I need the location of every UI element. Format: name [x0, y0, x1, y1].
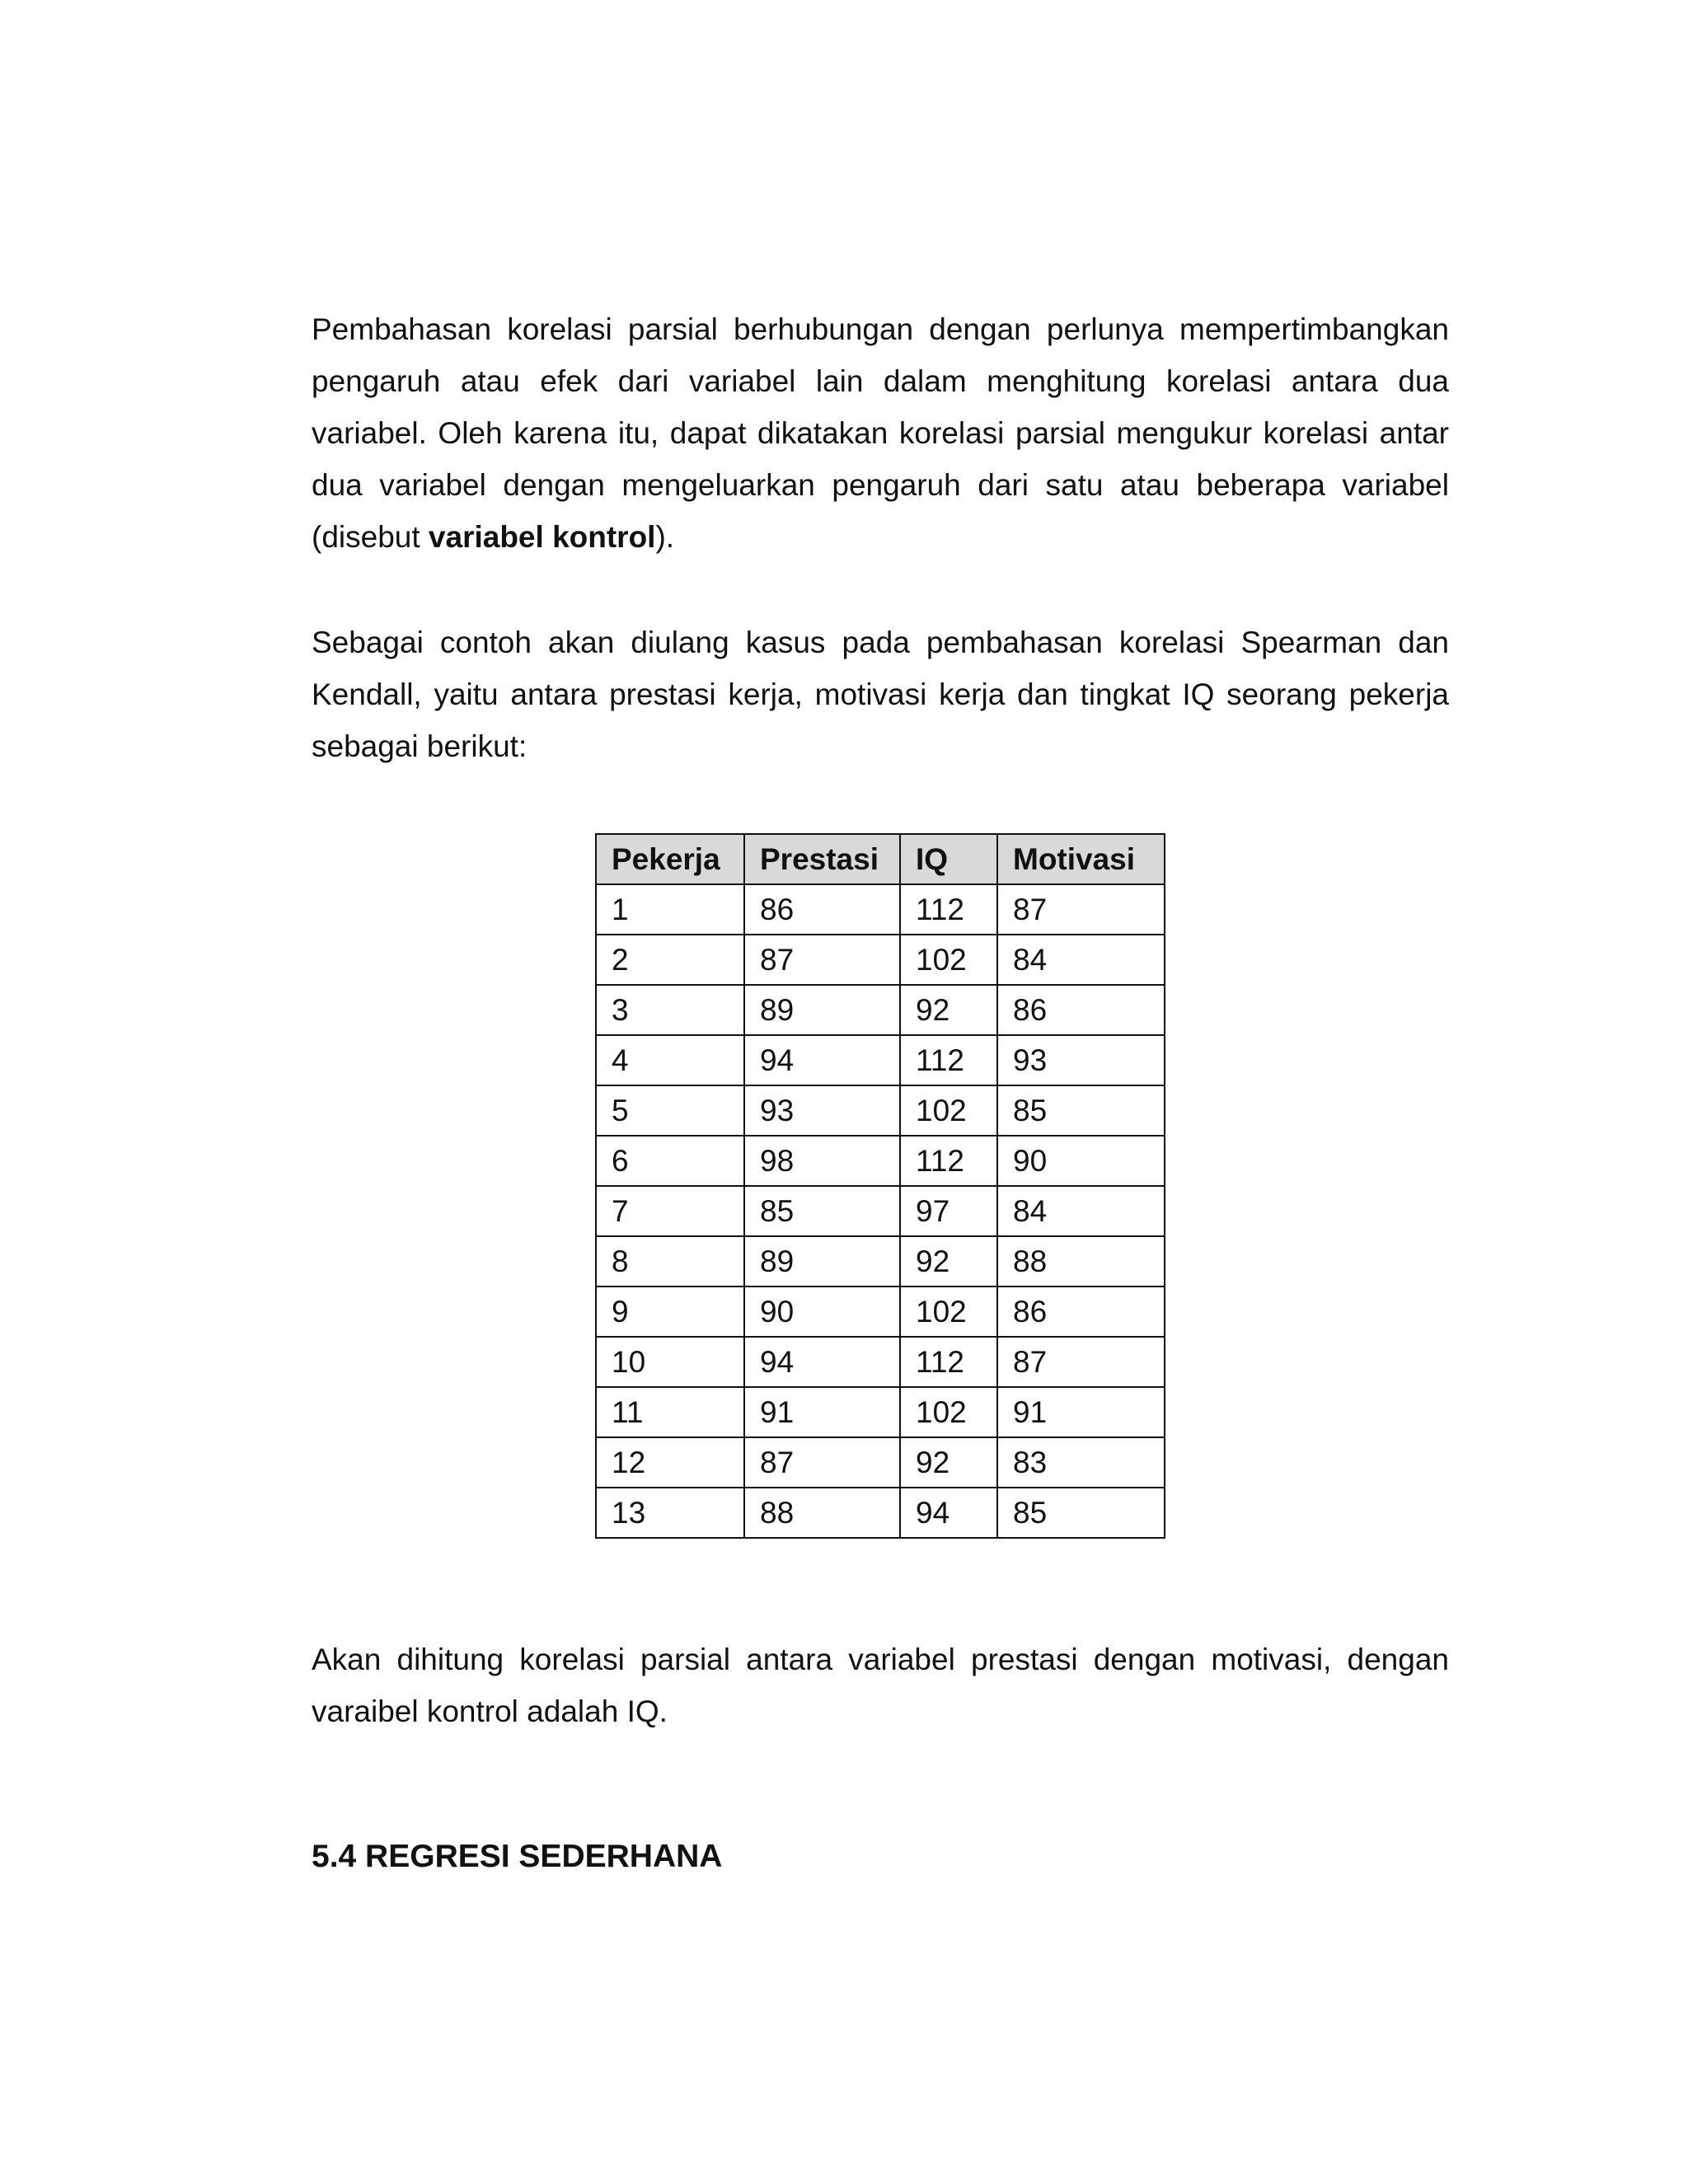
cell-motivasi: 84 — [997, 1186, 1165, 1236]
cell-pekerja: 2 — [596, 935, 744, 985]
cell-pekerja: 7 — [596, 1186, 744, 1236]
cell-prestasi: 88 — [744, 1488, 900, 1538]
cell-pekerja: 4 — [596, 1035, 744, 1085]
cell-motivasi: 85 — [997, 1085, 1165, 1136]
cell-pekerja: 11 — [596, 1387, 744, 1437]
header-motivasi: Motivasi — [997, 834, 1165, 884]
cell-pekerja: 3 — [596, 985, 744, 1035]
table-row — [596, 1236, 1165, 1286]
cell-prestasi: 93 — [744, 1085, 900, 1136]
section-heading: 5.4 REGRESI SEDERHANA — [312, 1839, 723, 1874]
header-prestasi: Prestasi — [744, 834, 900, 884]
cell-prestasi: 91 — [744, 1387, 900, 1437]
cell-prestasi: 89 — [744, 985, 900, 1035]
cell-motivasi: 84 — [997, 935, 1165, 985]
cell-motivasi: 87 — [997, 884, 1165, 935]
cell-iq: 112 — [900, 884, 997, 935]
table-row — [596, 1035, 1165, 1085]
cell-iq: 94 — [900, 1488, 997, 1538]
cell-prestasi: 90 — [744, 1286, 900, 1337]
paragraph-example-intro: Sebagai contoh akan diulang kasus pada pembahasan korelasi Spearman dan Kendall, yaitu antara prestasi kerja, motivasi kerja dan tingkat IQ seorang pekerja sebagai berikut: — [312, 626, 1449, 763]
cell-motivasi: 93 — [997, 1035, 1165, 1085]
cell-motivasi: 86 — [997, 1286, 1165, 1337]
header-iq: IQ — [900, 834, 997, 884]
table-row — [596, 1186, 1165, 1236]
paragraph-text: Pembahasan korelasi parsial berhubungan dengan perlunya mempertimbangkan pengaruh atau efek dari variabel lain dalam menghitung korelasi antara dua variabel. Oleh karena itu, dapat dikatakan korelasi parsial mengukur korelasi antar dua variabel dengan mengeluarkan pengaruh dari satu atau beberapa variabel (disebut — [312, 312, 1449, 554]
cell-pekerja: 13 — [596, 1488, 744, 1538]
cell-prestasi: 87 — [744, 935, 900, 985]
cell-motivasi: 90 — [997, 1136, 1165, 1186]
cell-iq: 97 — [900, 1186, 997, 1236]
cell-motivasi: 87 — [997, 1337, 1165, 1387]
table-row — [596, 935, 1165, 985]
table-body — [596, 884, 1165, 1538]
cell-motivasi: 91 — [997, 1387, 1165, 1437]
cell-iq: 112 — [900, 1035, 997, 1085]
header-pekerja: Pekerja — [596, 834, 744, 884]
cell-pekerja: 9 — [596, 1286, 744, 1337]
cell-prestasi: 94 — [744, 1035, 900, 1085]
cell-iq: 102 — [900, 1387, 997, 1437]
cell-iq: 102 — [900, 1286, 997, 1337]
cell-iq: 112 — [900, 1337, 997, 1387]
worker-data-table — [595, 833, 1165, 1539]
cell-pekerja: 12 — [596, 1437, 744, 1488]
paragraph-text-end: ). — [655, 520, 675, 554]
cell-prestasi: 98 — [744, 1136, 900, 1186]
cell-iq: 92 — [900, 1437, 997, 1488]
cell-iq: 112 — [900, 1136, 997, 1186]
cell-prestasi: 87 — [744, 1437, 900, 1488]
table-row — [596, 1437, 1165, 1488]
paragraph-partial-correlation — [312, 303, 1449, 563]
table-row — [596, 884, 1165, 935]
cell-motivasi: 86 — [997, 985, 1165, 1035]
table-row — [596, 1387, 1165, 1437]
cell-pekerja: 6 — [596, 1136, 744, 1186]
table-row — [596, 1488, 1165, 1538]
table-row — [596, 1085, 1165, 1136]
cell-prestasi: 86 — [744, 884, 900, 935]
table-row — [596, 1337, 1165, 1387]
cell-prestasi: 89 — [744, 1236, 900, 1286]
cell-prestasi: 94 — [744, 1337, 900, 1387]
cell-iq: 102 — [900, 1085, 997, 1136]
cell-pekerja: 10 — [596, 1337, 744, 1387]
table-header-row — [596, 834, 1165, 884]
cell-iq: 102 — [900, 935, 997, 985]
table-row — [596, 1136, 1165, 1186]
table-row — [596, 1286, 1165, 1337]
cell-pekerja: 5 — [596, 1085, 744, 1136]
cell-motivasi: 88 — [997, 1236, 1165, 1286]
cell-motivasi: 85 — [997, 1488, 1165, 1538]
bold-term-control-variable: variabel kontrol — [428, 520, 656, 554]
cell-prestasi: 85 — [744, 1186, 900, 1236]
cell-iq: 92 — [900, 1236, 997, 1286]
cell-motivasi: 83 — [997, 1437, 1165, 1488]
cell-pekerja: 8 — [596, 1236, 744, 1286]
cell-iq: 92 — [900, 985, 997, 1035]
table-row — [596, 985, 1165, 1035]
paragraph-calculation-note: Akan dihitung korelasi parsial antara variabel prestasi dengan motivasi, dengan varaibel kontrol adalah IQ. — [312, 1643, 1449, 1728]
table-header — [596, 834, 1165, 884]
cell-pekerja: 1 — [596, 884, 744, 935]
